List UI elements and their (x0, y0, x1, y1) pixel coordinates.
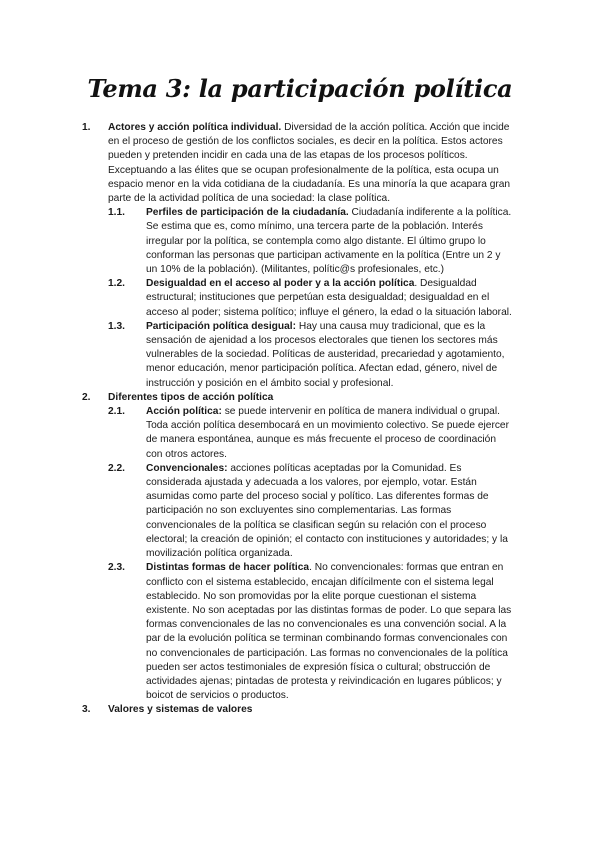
subsection-number: 2.1. (108, 406, 125, 418)
subsection-2-2 (0, 462, 600, 561)
page-title: Tema 3: la participación política (87, 74, 513, 103)
subsection-2-1 (0, 405, 600, 462)
subsection-heading: Convencionales: (146, 462, 228, 474)
section-3 (0, 703, 600, 717)
subsection-number: 2.2. (108, 462, 125, 474)
section-text (108, 703, 512, 717)
subsection-heading: Participación política desigual: (146, 320, 297, 332)
subsection-1-2 (0, 277, 600, 320)
subsection-body: acciones políticas aceptadas por la Comunidad. Es considerada ajustada y adecuada a los valores, por ejemplo, votar. Están asumidas como parte del proceso social y político. Las diferentes formas de participación no son excluyentes sino complementarias. Las formas convencionales de la política se clasifican según su relación con el proceso electoral; la creación de opinión; el contacto con instituciones y autoridades; y la movilización política organizada. (146, 462, 508, 560)
section-body: Diversidad de la acción política. Acción que incide en el proceso de gestión de los conflictos sociales, es decir en la política. Estos actores pueden y pretenden incidir en cada una de las etapas de los procesos políticos. Exceptuando a las élites que se ocupan profesionalmente de la política, esta ocupa un espacio menor en la vida cotidiana de la ciudadanía. Es una minoría la que acapara gran parte de la actividad política de una sociedad: la clase política. (108, 122, 511, 205)
subsection-text (146, 320, 512, 391)
subsection-number: 1.2. (108, 278, 125, 290)
subsection-text (146, 206, 512, 277)
section-text (108, 121, 512, 206)
section-number: 2. (82, 391, 91, 403)
subsection-heading: Perfiles de participación de la ciudadanía. (146, 207, 349, 219)
subsection-body: se puede intervenir en política de manera individual o grupal. Toda acción política desembocará en un movimiento colectivo. Se puede ejercer de manera espontánea, aunque es más frecuente el proceso de coordinación con otros actores. (146, 406, 509, 460)
subsection-number: 1.3. (108, 320, 125, 332)
section-1 (0, 121, 600, 206)
section-number: 3. (82, 704, 91, 716)
section-heading: Actores y acción política individual. (108, 122, 282, 133)
section-2 (0, 391, 600, 405)
subsection-heading: Acción política: (146, 406, 222, 418)
subsection-text (146, 405, 512, 462)
subsection-body: . Desigualdad estructural; instituciones que perpetúan esta desigualdad; desigualdad en el acceso al poder; sistema político; influye el género, la edad o la situación laboral. (146, 278, 512, 318)
subsection-body: Ciudadanía indiferente a la política. Se estima que es, como mínimo, una tercera parte de la población. Interés irregular por la política, se contempla como algo distante. El último grupo lo conforman las personas que participan activamente en la política (Entre un 2 y un 10% de la población). (Militantes, polític@s profesionales, etc.) (146, 207, 512, 276)
subsection-body: . No convencionales: formas que entran en conflicto con el sistema establecido, encajan difícilmente con el sistema legal establecido. No son promovidas por la elite porque cuestionan el sistema existente. No son aceptadas por las distintas formas de poder. Lo que separa las formas convencionales de las no convencionales es una convención social. A la par de la evolución política se terminan combinando formas convencionales con no convencionales de participación. Las formas no convencionales de la política pueden ser actos testimoniales de expresión física o cultural; obstrucción de actividades ajenas; pintadas de protesta y reivindicación en lugares públicos; y boicot de servicios o productos. (146, 562, 512, 702)
subsection-text (146, 561, 512, 703)
document-body (0, 121, 600, 718)
subsection-text (146, 277, 512, 320)
subsection-heading: Distintas formas de hacer política (146, 562, 310, 574)
subsection-2-3 (0, 561, 600, 703)
subsection-heading: Desigualdad en el acceso al poder y a la acción política (146, 278, 415, 290)
subsection-body: Hay una causa muy tradicional, que es la sensación de ajenidad a los procesos electorales que tienen los sectores más vulnerables de la sociedad. Políticas de austeridad, precariedad y agotamiento, menor educación, menor participación política. Afectan edad, género, nivel de instrucción y posición en el ámbito social y profesional. (146, 320, 505, 389)
subsection-1-3 (0, 320, 600, 391)
subsection-1-1 (0, 206, 600, 277)
section-text (108, 391, 512, 405)
section-heading: Diferentes tipos de acción política (108, 391, 274, 403)
subsection-number: 2.3. (108, 562, 125, 574)
section-number: 1. (82, 122, 91, 133)
subsection-number: 1.1. (108, 207, 125, 219)
section-heading: Valores y sistemas de valores (108, 704, 253, 716)
subsection-text (146, 462, 512, 561)
